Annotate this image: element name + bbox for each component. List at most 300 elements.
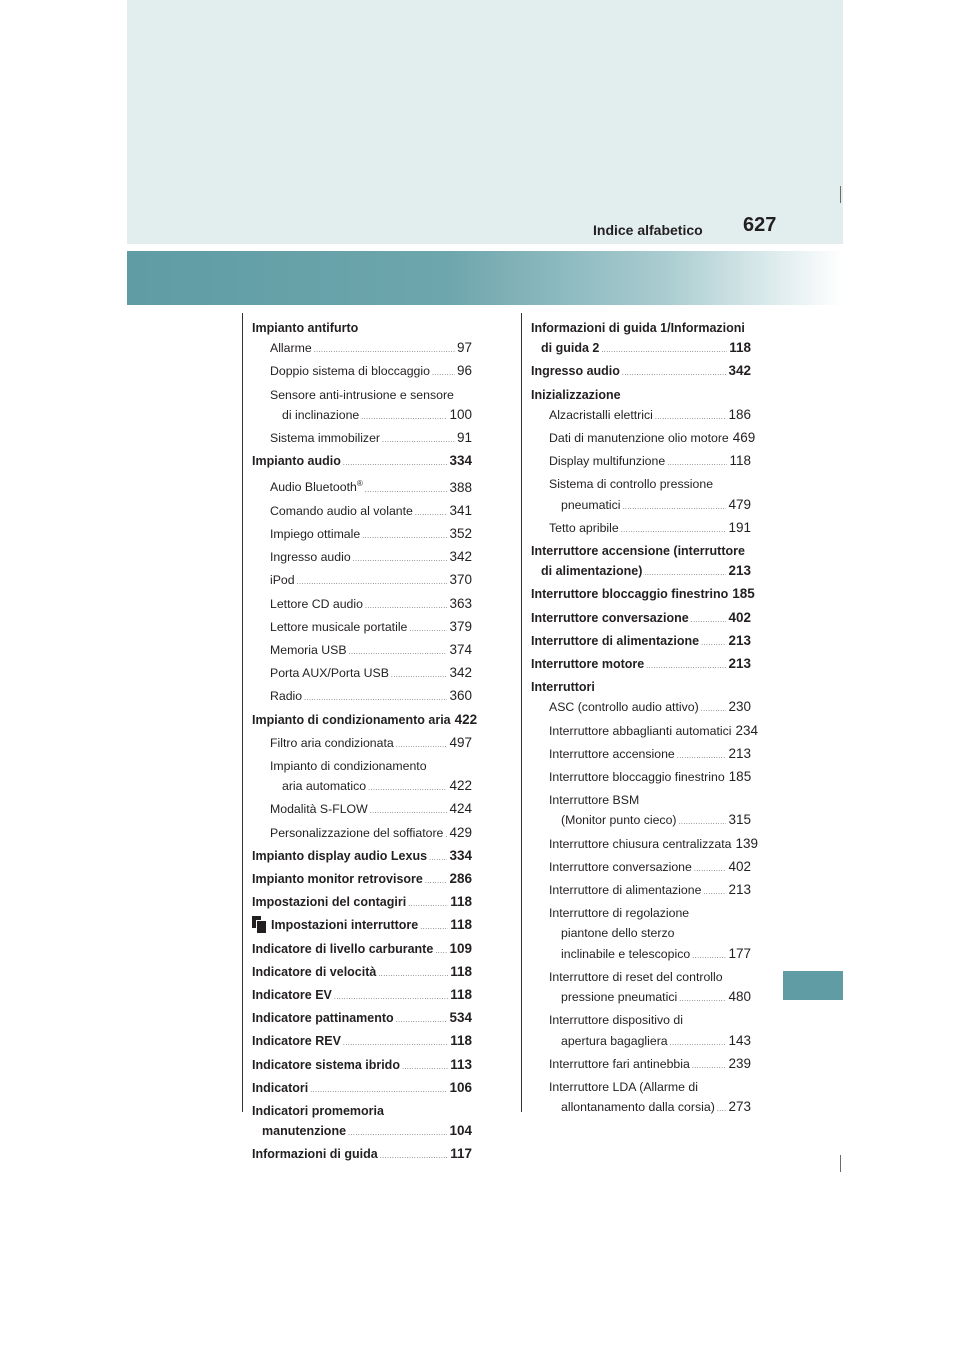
index-entry [252,823,472,846]
index-entry [252,361,472,384]
index-entry-text [561,810,677,830]
index-entry-page[interactable]: 273 [728,1099,751,1115]
dot-leader [380,1147,449,1167]
index-entry-label: Comando audio al volante [270,503,413,518]
dot-leader [701,634,726,654]
index-column-left [252,318,478,1168]
index-entry [252,686,472,709]
crop-mark-top [840,186,841,203]
dot-leader [353,550,448,570]
index-entry-text [549,834,732,854]
index-entry-page[interactable]: 139 [735,835,759,851]
index-entry-label: iPod [270,573,295,588]
index-entry-text [531,318,745,338]
index-entry-page[interactable]: 342 [728,363,751,379]
index-entry [252,1031,472,1054]
dot-leader [432,364,455,384]
index-entry [252,710,478,733]
index-entry [531,385,751,405]
index-entry-text [561,923,674,943]
index-entry [252,1008,472,1031]
index-entry-text [531,584,728,604]
index-entry-text [561,1031,668,1051]
index-entry [531,697,751,720]
dot-leader [644,564,726,584]
index-entry-text [252,915,418,935]
index-entry-text [549,474,713,494]
index-entry-text [252,1144,378,1164]
index-entry-text [549,428,729,448]
index-entry [252,385,472,405]
index-entry [531,1077,751,1097]
index-entry-text [270,823,443,843]
index-entry [531,474,751,494]
index-entry-page[interactable]: 91 [456,430,472,446]
index-entry-page[interactable]: 286 [449,870,472,886]
index-entry-label: pneumatici [561,497,621,512]
index-entry-label: Indicatori [252,1080,309,1095]
index-entry [531,338,751,361]
dot-leader [692,1057,727,1077]
index-entry-page[interactable]: 429 [449,824,472,840]
index-entry-label: Alzacristalli elettrici [549,407,653,422]
index-entry-label: Impianto monitor retrovisore [252,871,423,886]
index-entry-page[interactable]: 497 [449,734,472,750]
dot-leader [343,454,448,474]
index-entry-text [549,790,639,810]
index-column-right [531,318,759,1120]
index-entry-label: Interruttore accensione [549,746,675,761]
index-entry [252,1121,472,1144]
dot-leader [365,481,448,501]
index-entry [252,733,472,756]
index-entry [252,594,472,617]
index-entry [531,631,751,654]
index-entry-page[interactable]: 374 [449,641,472,657]
index-entry-page[interactable]: 480 [728,989,751,1005]
index-entry-text [252,985,332,1005]
index-entry-page[interactable]: 185 [728,769,752,785]
index-entry [531,495,751,518]
index-entry [252,501,472,524]
index-entry [531,1054,751,1077]
index-entry-label: Interruttore di reset del controllo [549,969,723,984]
dot-leader [677,747,727,767]
index-entry-label: Tetto apribile [549,520,619,535]
index-entry-page[interactable]: 213 [728,563,751,579]
index-entry-label: Interruttore bloccaggio finestrino [549,770,725,785]
index-entry-label: manutenzione [262,1124,347,1139]
index-entry-label: Porta AUX/Porta USB [270,666,389,681]
index-entry-text [549,1077,698,1097]
index-entry [531,923,751,943]
index-entry [531,428,756,451]
index-entry [531,1031,751,1054]
index-entry-page[interactable]: 402 [728,858,751,874]
index-entry-text [549,857,692,877]
index-entry-page[interactable]: 469 [732,430,756,446]
index-entry [252,962,472,985]
index-entry-page[interactable]: 117 [450,1146,472,1162]
index-entry-text [549,721,732,741]
index-entry-text [549,1010,683,1030]
dot-leader [334,988,448,1008]
index-entry-label: Lettore CD audio [270,596,363,611]
index-entry-label: Indicatore REV [252,1034,341,1049]
index-entry-text [531,608,689,628]
index-entry-page[interactable]: 479 [728,496,751,512]
index-entry-text [270,338,312,358]
index-entry-text [531,361,620,381]
index-entry-label: Impianto audio [252,454,341,469]
index-entry-page[interactable]: 534 [449,1010,472,1026]
index-entry-text [270,594,363,614]
index-entry-text [252,318,358,338]
index-entry-page[interactable]: 342 [449,549,472,565]
index-entry-text [549,767,725,787]
index-entry-page[interactable]: 118 [450,894,472,910]
index-entry [252,318,472,338]
index-entry-text [252,869,423,889]
index-entry-label: Impostazioni interruttore [271,918,419,933]
index-entry [252,570,472,593]
dot-leader [314,341,455,361]
index-entry-text [270,640,347,660]
index-entry-text [270,756,427,776]
dot-leader [348,1124,447,1144]
index-entry [531,967,751,987]
index-entry-label: Audio Bluetooth [270,480,357,495]
index-entry-page[interactable]: 118 [450,1033,472,1049]
index-entry-label: Impostazioni del contagiri [252,895,407,910]
index-entry-label: Impianto di condizionamento aria [252,712,451,727]
index-entry-page[interactable]: 113 [450,1056,472,1072]
index-entry-label: Radio [270,689,303,704]
index-entry [531,584,755,607]
index-entry-page[interactable]: 97 [456,340,472,356]
index-entry-text [270,524,360,544]
index-entry-label: Filtro aria condizionata [270,735,394,750]
index-entry [252,617,472,640]
index-entry-text [561,1097,715,1117]
index-entry-page[interactable]: 104 [449,1123,472,1139]
index-entry-page[interactable]: 370 [449,572,472,588]
index-entry-page[interactable]: 363 [449,595,472,611]
dot-leader [679,813,727,833]
index-entry-label: Interruttore dispositivo di [549,1013,683,1028]
index-entry [252,892,472,915]
index-entry-label: Interruttore conversazione [549,859,692,874]
index-entry-text [270,570,295,590]
index-entry [531,834,759,857]
index-entry [252,474,472,500]
index-entry [531,608,751,631]
index-entry-text [270,428,380,448]
index-entry-page[interactable]: 422 [449,778,472,794]
index-entry [531,654,751,677]
index-entry-page[interactable]: 106 [449,1079,472,1095]
index-entry-page[interactable]: 342 [449,665,472,681]
index-entry-text [561,987,677,1007]
index-entry-text [549,451,665,471]
index-entry-text [270,799,368,819]
dot-leader [349,643,448,663]
index-entry [531,1097,751,1120]
index-entry-label: Inizializzazione [531,387,621,402]
index-entry-page[interactable]: 360 [449,688,472,704]
index-entry-text [531,654,644,674]
index-entry-text [549,744,675,764]
dot-leader [655,408,727,428]
index-entry-label: Allarme [270,341,312,356]
index-entry-label: Indicatore di livello carburante [252,941,434,956]
index-entry-label: di guida 2 [541,341,600,356]
dot-leader [429,849,447,869]
dot-leader [391,666,448,686]
index-entry-text [561,944,690,964]
dot-leader [378,965,448,985]
dot-leader [622,498,726,518]
index-entry-text [282,405,359,425]
dot-leader [362,527,447,547]
header-gradient-bar [127,251,843,305]
index-entry-label: Interruttore motore [531,657,645,672]
dot-leader [717,1100,727,1120]
index-entry [252,451,472,474]
index-entry-text [252,939,433,959]
index-entry-text [252,1101,384,1121]
index-entry-text [531,385,621,405]
index-entry-label: Interruttore LDA (Allarme di [549,1079,698,1094]
dot-leader [621,521,727,541]
dot-leader [667,454,727,474]
index-entry-text [541,561,642,581]
index-entry [531,857,751,880]
index-entry [531,405,751,428]
index-entry [531,880,751,903]
index-entry-label: Interruttore di regolazione [549,906,690,921]
index-entry [252,915,472,938]
dot-leader [691,611,727,631]
index-entry [531,451,751,474]
index-entry-label: Informazioni di guida 1/Informazioni [531,321,745,335]
index-entry-text [252,1008,394,1028]
index-entry-page[interactable]: 118 [450,986,472,1002]
index-entry-label: Interruttore accensione (interruttore [531,544,745,559]
index-entry-text [549,1054,690,1074]
index-entry [531,518,751,541]
index-entry [252,869,472,892]
index-entry-text [270,474,363,497]
index-entry-page[interactable]: 213 [728,882,751,898]
index-entry-text [561,495,620,515]
index-entry-text [531,677,595,697]
index-entry-label: Memoria USB [270,642,347,657]
index-entry [252,1144,472,1167]
index-entry [252,524,472,547]
index-entry [252,1055,472,1078]
index-entry-label: allontanamento dalla corsia) [561,1100,715,1115]
dot-leader [425,872,448,892]
index-entry-page[interactable]: 341 [449,502,472,518]
index-entry-page[interactable]: 100 [449,406,472,422]
index-entry-page[interactable]: 118 [450,917,472,933]
dot-leader [361,408,447,428]
dot-leader [402,1058,448,1078]
index-entry-label: apertura bagagliera [561,1033,668,1048]
index-entry [252,846,472,869]
index-entry-label: di alimentazione) [541,564,643,579]
dot-leader [370,802,448,822]
index-entry [531,677,751,697]
index-entry [252,776,472,799]
dot-leader [694,860,727,880]
index-entry-label: Interruttore di alimentazione [531,633,700,648]
index-entry-text [252,451,341,471]
index-entry [531,944,751,967]
index-entry-text [252,846,427,866]
index-entry [531,1010,751,1030]
index-entry-label: Sensore anti-intrusione e sensore [270,387,454,402]
index-entry [252,939,472,962]
index-entry-text [252,892,406,912]
index-entry-page[interactable]: 234 [735,722,759,738]
index-entry-label: Interruttori [531,680,595,695]
index-entry-text [270,663,389,683]
index-entry-text [270,617,407,637]
index-entry [531,744,751,767]
index-entry-page[interactable]: 96 [456,363,472,379]
dot-leader [445,826,447,846]
index-entry-page[interactable]: 239 [728,1055,751,1071]
index-entry-text [531,541,745,561]
index-entry-text [270,733,394,753]
index-entry [252,405,472,428]
crop-mark-bottom [840,1155,841,1172]
index-entry-label: Indicatore sistema ibrido [252,1057,400,1072]
index-entry-page[interactable]: 186 [728,406,751,422]
dot-leader [415,504,448,524]
index-entry-page[interactable]: 118 [450,963,472,979]
index-entry [252,338,472,361]
index-entry-page[interactable]: 422 [454,711,478,727]
dot-leader [368,779,447,799]
column-rule-left [242,313,243,1112]
index-entry-label: Dati di manutenzione olio motore [549,431,729,446]
index-entry [531,767,751,790]
dot-leader [692,947,726,967]
index-entry-label: Interruttore conversazione [531,610,689,625]
index-entry-page[interactable]: 213 [728,632,751,648]
index-entry-label: Interruttore chiusura centralizzata [549,836,732,851]
index-entry-label: Impianto di condizionamento [270,758,427,773]
page-number: 627 [743,214,777,236]
index-entry-page[interactable]: 185 [732,586,755,602]
index-entry-text [549,880,701,900]
index-entry [252,428,472,451]
index-entry-page[interactable]: 315 [728,812,751,828]
index-entry-label: Indicatori promemoria [252,1104,384,1118]
index-entry-page[interactable]: 109 [449,940,472,956]
index-entry-page[interactable]: 118 [729,340,751,356]
index-entry [531,810,751,833]
index-entry [252,1101,472,1121]
index-entry [531,318,751,338]
index-entry-label: Ingresso audio [270,550,351,565]
dot-leader [396,1011,448,1031]
index-entry-page[interactable]: 213 [728,656,751,672]
index-entry-label: Modalità S-FLOW [270,802,368,817]
index-entry-text [549,405,653,425]
two-documents-icon [252,916,266,932]
index-entry-page[interactable]: 402 [728,609,751,625]
index-entry-label: Impianto antifurto [252,321,359,335]
index-entry-page[interactable]: 191 [728,519,751,535]
index-entry-page[interactable]: 118 [729,453,751,469]
index-entry-text [252,1078,308,1098]
index-entry [531,903,751,923]
index-entry-label: Interruttore bloccaggio finestrino [531,587,729,602]
dot-leader [670,1034,727,1054]
index-entry-page[interactable]: 379 [449,618,472,634]
index-entry-label: pressione pneumatici [561,990,678,1005]
index-entry-text [282,776,366,796]
dot-leader [601,341,727,361]
index-entry-page[interactable]: 334 [449,847,472,863]
index-entry-text [270,501,413,521]
index-entry [252,799,472,822]
header-band [127,0,843,244]
index-entry-label: aria automatico [282,779,367,794]
index-entry-label: inclinabile e telescopico [561,946,691,961]
index-entry-text [549,967,723,987]
index-entry-text [252,1055,400,1075]
index-entry [252,756,472,776]
index-entry-page[interactable]: 352 [449,525,472,541]
dot-leader [435,942,447,962]
index-entry-page[interactable]: 388 [449,479,472,495]
index-entry-page[interactable]: 177 [728,945,751,961]
index-entry-text [541,338,599,358]
dot-leader [703,883,726,903]
index-entry-label: Interruttore di alimentazione [549,883,702,898]
index-entry [252,663,472,686]
dot-leader [304,689,447,709]
column-rule-middle [521,313,522,1112]
dot-leader [409,620,447,640]
index-entry-page[interactable]: 230 [728,699,751,715]
index-entry-label: Sistema immobilizer [270,431,381,446]
index-entry-label: Doppio sistema di bloccaggio [270,364,430,379]
index-entry-label: Interruttore BSM [549,793,640,808]
index-entry-label: Interruttore abbaglianti automatici [549,723,732,738]
index-entry-label: di inclinazione [282,407,360,422]
dot-leader [297,573,448,593]
dot-leader [420,918,448,938]
index-entry-page[interactable]: 424 [449,801,472,817]
index-entry-text [262,1121,346,1141]
dot-leader [646,657,726,677]
index-entry-text [270,361,430,381]
index-entry-label: piantone dello sterzo [561,926,675,941]
index-entry-page[interactable]: 143 [728,1032,751,1048]
index-entry [531,561,751,584]
index-entry [531,541,751,561]
index-entry-text [549,903,689,923]
index-entry [531,790,751,810]
index-entry-page[interactable]: 213 [728,745,751,761]
index-entry-page[interactable]: 334 [449,453,472,469]
